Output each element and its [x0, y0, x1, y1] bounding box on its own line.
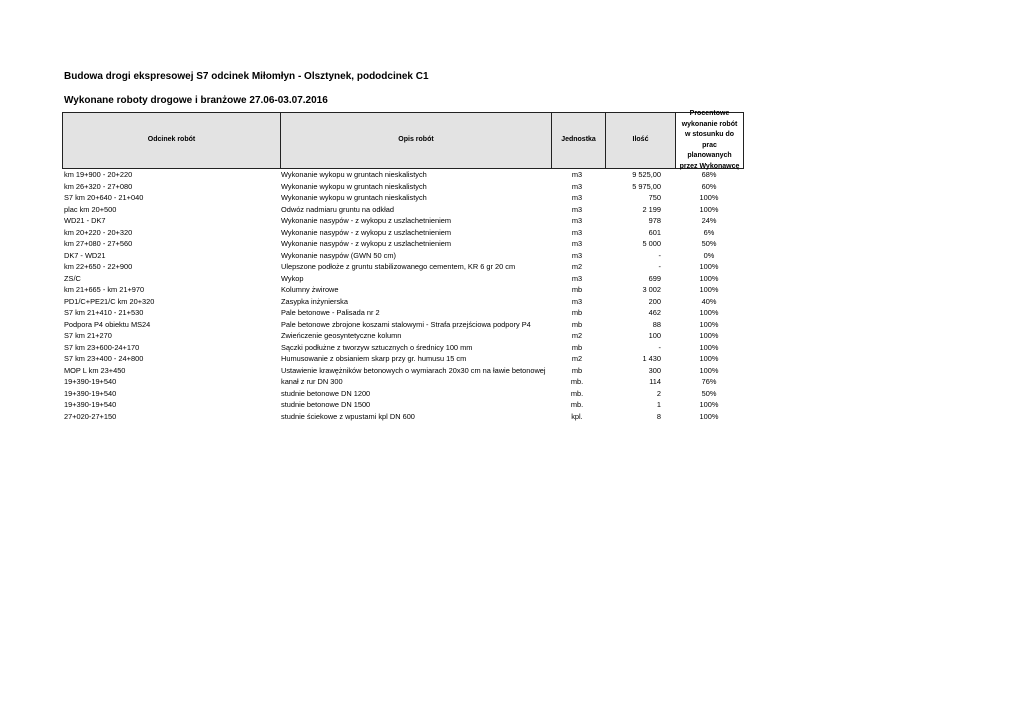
header-jednostka: Jednostka: [551, 113, 605, 168]
cell-procent: 76%: [701, 377, 717, 386]
cell-ilosc: 1 430: [642, 354, 661, 363]
cell-ilosc: -: [658, 250, 661, 260]
table-row: [62, 376, 744, 388]
cell-opis: Sączki podłużne z tworzyw sztucznych o średnicy 100 mm: [281, 342, 473, 352]
table-row: [62, 330, 744, 342]
cell-odcinek: MOP L km 23+450: [64, 365, 126, 375]
cell-ilosc: 100: [648, 331, 661, 340]
table-row: [62, 169, 744, 181]
cell-jednostka: m3: [571, 216, 583, 225]
cell-opis: Humusowanie z obsianiem skarp przy gr. humusu 15 cm: [281, 354, 467, 363]
table-row: [62, 273, 744, 285]
cell-odcinek: plac km 20+500: [64, 204, 117, 214]
cell-ilosc: 200: [648, 296, 661, 306]
cell-jednostka: mb: [571, 308, 583, 317]
cell-opis: Pale betonowe zbrojone koszami stalowymi - Strafa przejściowa podpory P4: [281, 319, 531, 329]
cell-odcinek: km 22+650 - 22+900: [64, 262, 133, 271]
cell-odcinek: ZS/C: [64, 273, 81, 283]
table-row: [62, 296, 744, 308]
cell-odcinek: 19+390-19+540: [64, 377, 117, 386]
cell-opis: Zasypka inżynierska: [281, 296, 348, 306]
cell-odcinek: km 26+320 - 27+080: [64, 181, 133, 191]
cell-opis: Wykonanie nasypów (GWN 50 cm): [281, 250, 396, 260]
cell-procent: 100%: [699, 285, 719, 294]
cell-odcinek: km 27+080 - 27+560: [64, 239, 133, 248]
cell-ilosc: 3 002: [642, 285, 661, 294]
cell-ilosc: 750: [648, 193, 661, 202]
cell-ilosc: -: [658, 262, 661, 271]
cell-opis: Kolumny żwirowe: [281, 285, 339, 294]
cell-jednostka: m3: [571, 296, 583, 306]
cell-jednostka: m3: [571, 227, 583, 237]
cell-opis: studnie ściekowe z wpustami kpl DN 600: [281, 411, 415, 421]
cell-opis: Wykonanie nasypów - z wykopu z uszlachetnieniem: [281, 239, 451, 248]
cell-procent: 100%: [699, 331, 719, 340]
cell-opis: Wykop: [281, 273, 304, 283]
cell-ilosc: 699: [648, 273, 661, 283]
cell-odcinek: S7 km 21+410 - 21+530: [64, 308, 144, 317]
cell-procent: 0%: [703, 250, 715, 260]
cell-procent: 6%: [703, 227, 715, 237]
cell-odcinek: Podpora P4 obiektu MS24: [64, 319, 151, 329]
header-opis: Opis robót: [280, 113, 551, 168]
cell-procent: 100%: [699, 273, 719, 283]
cell-jednostka: m3: [571, 170, 583, 179]
table-row: [62, 192, 744, 204]
cell-procent: 100%: [699, 193, 719, 202]
cell-procent: 24%: [701, 216, 717, 225]
cell-procent: 100%: [699, 262, 719, 271]
table-row: [62, 365, 744, 377]
cell-ilosc: 114: [649, 377, 661, 386]
table-row: [62, 388, 744, 400]
cell-odcinek: km 20+220 - 20+320: [64, 227, 133, 237]
cell-ilosc: 1: [656, 400, 661, 409]
cell-procent: 100%: [699, 354, 719, 363]
cell-procent: 100%: [699, 204, 719, 214]
cell-jednostka: mb.: [570, 377, 584, 386]
cell-ilosc: 2: [656, 388, 661, 398]
cell-opis: Zwieńczenie geosyntetyczne kolumn: [281, 331, 402, 340]
cell-jednostka: m3: [571, 181, 583, 191]
cell-odcinek: 19+390-19+540: [64, 400, 117, 409]
cell-ilosc: 462: [648, 308, 661, 317]
cell-procent: 100%: [699, 342, 719, 352]
cell-odcinek: S7 km 21+270: [64, 331, 112, 340]
table-row: [62, 181, 744, 193]
cell-opis: studnie betonowe DN 1500: [281, 400, 371, 409]
cell-procent: 100%: [699, 400, 719, 409]
cell-odcinek: km 19+900 - 20+220: [64, 170, 133, 179]
cell-opis: Ulepszone podłoże z gruntu stabilizowanego cementem, KR 6 gr 20 cm: [281, 262, 516, 271]
cell-opis: Ustawienie krawężników betonowych o wymiarach 20x30 cm na ławie betonowej: [281, 365, 546, 375]
cell-jednostka: mb: [571, 342, 583, 352]
cell-jednostka: kpl.: [571, 411, 583, 421]
cell-jednostka: m2: [571, 331, 583, 340]
cell-jednostka: m2: [571, 262, 583, 271]
cell-jednostka: m3: [571, 273, 583, 283]
cell-jednostka: m3: [571, 250, 583, 260]
cell-jednostka: mb: [571, 285, 583, 294]
cell-odcinek: PD1/C+PE21/C km 20+320: [64, 296, 155, 306]
cell-ilosc: 8: [656, 411, 661, 421]
cell-procent: 40%: [701, 296, 717, 306]
cell-ilosc: 601: [648, 227, 661, 237]
table-row: [62, 261, 744, 273]
cell-opis: Wykonanie wykopu w gruntach nieskalistych: [281, 181, 427, 191]
table-row: [62, 319, 744, 331]
header-procent: Procentowe wykonanie robót w stosunku do prac planowanych przez Wykonawcę: [675, 113, 743, 168]
cell-opis: Wykonanie wykopu w gruntach nieskalistych: [281, 170, 427, 179]
cell-opis: Pale betonowe - Palisada nr 2: [281, 308, 380, 317]
cell-odcinek: WD21 - DK7: [64, 216, 106, 225]
cell-ilosc: 88: [652, 319, 661, 329]
cell-odcinek: 19+390-19+540: [64, 388, 117, 398]
cell-jednostka: m3: [571, 193, 583, 202]
table-row: [62, 227, 744, 239]
cell-jednostka: mb: [571, 319, 583, 329]
cell-jednostka: m2: [571, 354, 583, 363]
cell-ilosc: 5 975,00: [632, 181, 661, 191]
cell-opis: kanał z rur DN 300: [281, 377, 343, 386]
cell-jednostka: mb: [571, 365, 583, 375]
cell-odcinek: S7 km 23+400 - 24+800: [64, 354, 144, 363]
cell-procent: 50%: [701, 388, 717, 398]
table-row: [62, 307, 744, 319]
cell-ilosc: -: [658, 342, 661, 352]
table-row: [62, 411, 744, 423]
header-ilosc: Ilość: [605, 113, 675, 168]
cell-odcinek: km 21+665 - km 21+970: [64, 285, 145, 294]
table-header: [62, 112, 744, 169]
cell-opis: studnie betonowe DN 1200: [281, 388, 371, 398]
cell-odcinek: S7 km 20+640 - 21+040: [64, 193, 144, 202]
cell-ilosc: 9 525,00: [632, 170, 661, 179]
cell-opis: Wykonanie nasypów - z wykopu z uszlachetnieniem: [281, 227, 451, 237]
header-odcinek: Odcinek robót: [147, 136, 196, 144]
cell-procent: 60%: [701, 181, 717, 191]
cell-jednostka: mb.: [570, 388, 584, 398]
cell-ilosc: 2 199: [642, 204, 661, 214]
cell-odcinek: S7 km 23+600-24+170: [64, 342, 140, 352]
table-row: [62, 284, 744, 296]
document-subtitle: Wykonane roboty drogowe i branżowe 27.06-03.07.2016: [64, 95, 328, 106]
cell-opis: Wykonanie wykopu w gruntach nieskalistych: [281, 193, 427, 202]
cell-jednostka: m3: [571, 204, 583, 214]
table-row: [62, 399, 744, 411]
cell-odcinek: 27+020-27+150: [64, 411, 117, 421]
cell-procent: 50%: [701, 239, 717, 248]
cell-procent: 68%: [701, 170, 717, 179]
document-title: Budowa drogi ekspresowej S7 odcinek Miłomłyn - Olsztynek, pododcinek C1: [64, 71, 429, 82]
cell-jednostka: mb.: [570, 400, 584, 409]
table-row: [62, 353, 744, 365]
table-row: [62, 238, 744, 250]
table-row: [62, 204, 744, 216]
cell-procent: 100%: [699, 365, 719, 375]
cell-jednostka: m3: [571, 239, 583, 248]
table-row: [62, 250, 744, 262]
cell-ilosc: 300: [648, 365, 661, 375]
cell-opis: Wykonanie nasypów - z wykopu z uszlachetnieniem: [281, 216, 451, 225]
cell-procent: 100%: [699, 308, 719, 317]
cell-ilosc: 5 000: [642, 239, 661, 248]
table-body: [62, 169, 744, 422]
cell-procent: 100%: [699, 411, 719, 421]
cell-opis: Odwóz nadmiaru gruntu na odkład: [281, 204, 394, 214]
cell-ilosc: 978: [648, 216, 661, 225]
cell-procent: 100%: [699, 319, 719, 329]
table-row: [62, 342, 744, 354]
cell-odcinek: DK7 - WD21: [64, 250, 106, 260]
table-row: [62, 215, 744, 227]
